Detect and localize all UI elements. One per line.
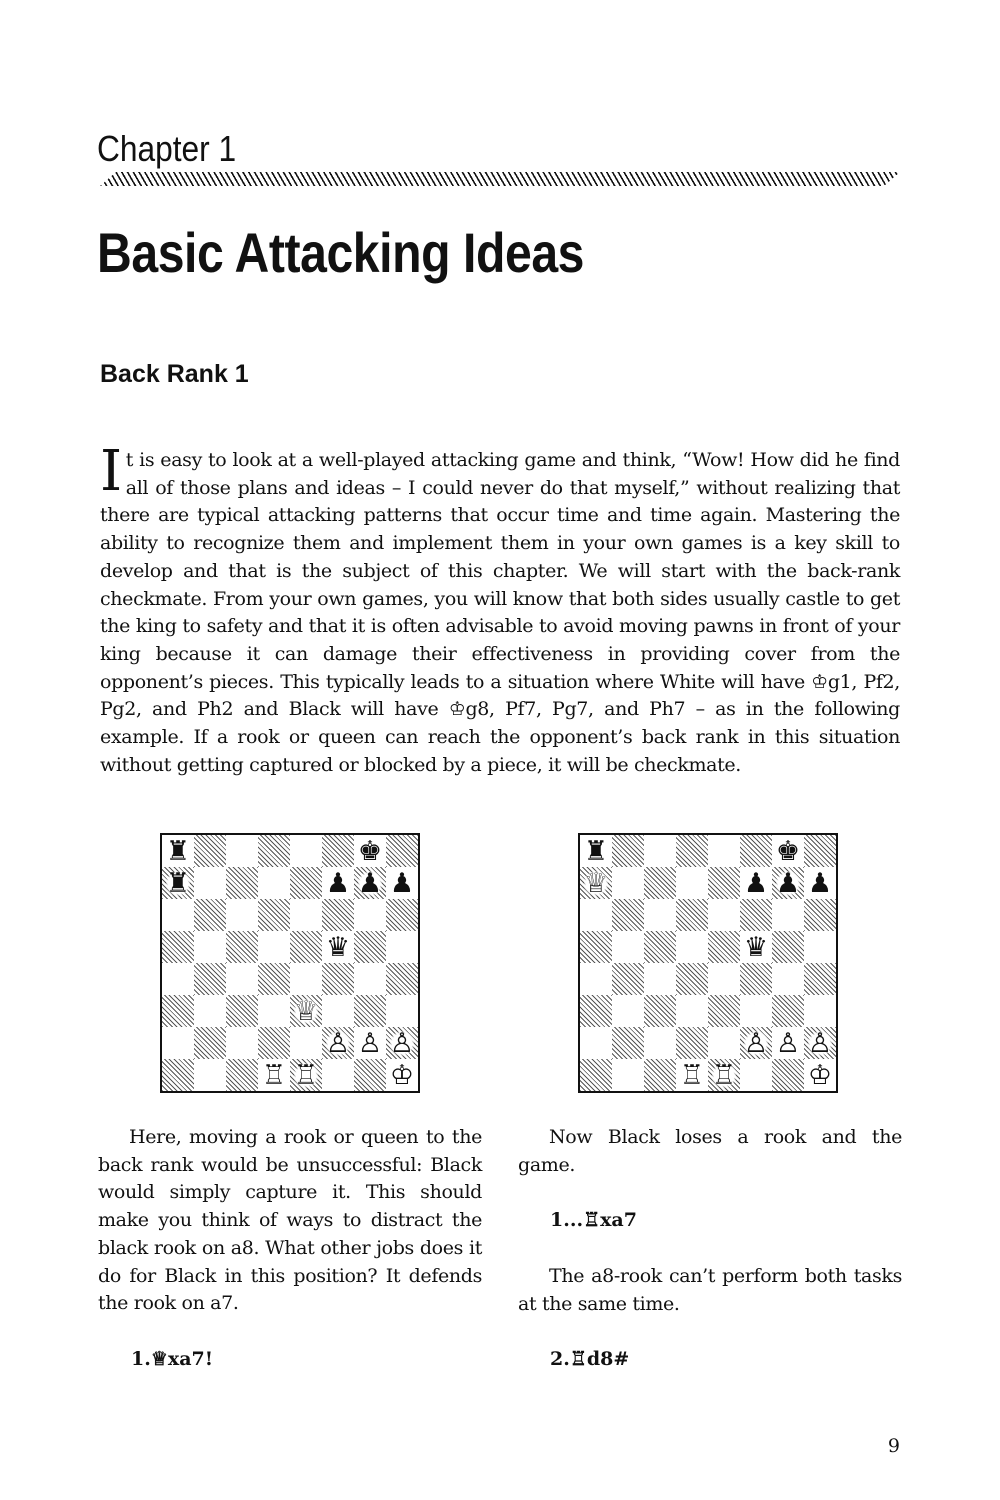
chess-piece: ♖: [293, 1059, 319, 1091]
square-g5: [354, 931, 386, 963]
square-a3: [580, 995, 612, 1027]
square-f8: [322, 835, 354, 867]
square-f2: [740, 1027, 772, 1059]
square-b8: [612, 835, 644, 867]
move-right-2: 2.♖d8#: [550, 1348, 630, 1370]
square-h3: [386, 995, 418, 1027]
square-d1: [676, 1059, 708, 1091]
chess-piece: ♙: [325, 1027, 351, 1059]
square-d7: [258, 867, 290, 899]
intro-text: t is easy to look at a well-played attacking game and think, “Wow! How did he find all of those plans and ideas – I could never do that myself,” without realizing that there are typical attacking patterns that occur time and time again. Mastering the ability to recognize them and implement them in your own games is a key skill to develop and that is the subject of this chapter. We will start with the back-rank checkmate. From your own games, you will know that both sides usually castle to get the king to safety and that it is often advisable to avoid moving pawns in front of your king because it can damage their effectiveness in providing cover from the opponent’s pieces. This typically leads to a situation where White will have ♔g1, Pf2, Pg2, and Ph2 and Black will have ♔g8, Pf7, Pg7, and Ph7 – as in the following example. If a rook or queen can reach the opponent’s back rank in this situation without getting captured or blocked by a piece, it will be checkmate.: [100, 449, 900, 776]
square-a1: [162, 1059, 194, 1091]
square-f2: [322, 1027, 354, 1059]
square-h8: [386, 835, 418, 867]
chess-piece: ♟: [775, 867, 801, 899]
chess-piece: ♙: [743, 1027, 769, 1059]
square-b2: [194, 1027, 226, 1059]
chapter-title: Basic Attacking Ideas: [97, 221, 585, 284]
page-number: 9: [887, 1435, 900, 1457]
square-b7: [612, 867, 644, 899]
chess-piece: ♖: [711, 1059, 737, 1091]
intro-paragraph: [100, 439, 900, 779]
square-h1: [804, 1059, 836, 1091]
drop-cap: I: [100, 439, 122, 504]
chess-piece: ♛: [743, 931, 769, 963]
square-d8: [258, 835, 290, 867]
square-a5: [162, 931, 194, 963]
square-b3: [612, 995, 644, 1027]
square-h6: [386, 899, 418, 931]
square-c8: [226, 835, 258, 867]
square-b8: [194, 835, 226, 867]
square-h3: [804, 995, 836, 1027]
square-f8: [740, 835, 772, 867]
square-c1: [644, 1059, 676, 1091]
square-a2: [162, 1027, 194, 1059]
square-h7: [804, 867, 836, 899]
square-b4: [612, 963, 644, 995]
square-f3: [322, 995, 354, 1027]
square-e3: [708, 995, 740, 1027]
chess-piece: ♟: [389, 867, 415, 899]
square-g6: [354, 899, 386, 931]
square-e2: [708, 1027, 740, 1059]
square-a4: [162, 963, 194, 995]
square-a8: [162, 835, 194, 867]
chess-piece: ♕: [293, 995, 319, 1027]
square-a7: [580, 867, 612, 899]
square-c5: [644, 931, 676, 963]
square-g5: [772, 931, 804, 963]
square-f1: [322, 1059, 354, 1091]
chess-piece: ♜: [165, 867, 191, 899]
square-d3: [676, 995, 708, 1027]
square-d4: [258, 963, 290, 995]
square-g3: [772, 995, 804, 1027]
left-column-paragraph: Here, moving a rook or queen to the back rank would be unsuccessful: Black would simply capture it. This should make you think of ways to distract the black rook on a8. What other jobs does it do for Black in this position? It defends the rook on a7.: [98, 1126, 482, 1315]
square-f1: [740, 1059, 772, 1091]
chess-diagram-1: [160, 833, 420, 1093]
square-h2: [804, 1027, 836, 1059]
square-g8: [354, 835, 386, 867]
chess-piece: ♚: [775, 835, 801, 867]
square-d2: [258, 1027, 290, 1059]
chess-piece: ♔: [389, 1059, 415, 1091]
square-c2: [226, 1027, 258, 1059]
move-right-1: 1...♖xa7: [550, 1209, 637, 1231]
square-f6: [322, 899, 354, 931]
square-e8: [290, 835, 322, 867]
chess-piece: ♟: [807, 867, 833, 899]
square-b6: [612, 899, 644, 931]
chess-piece: ♟: [743, 867, 769, 899]
right-column-paragraph-2: The a8-rook can’t perform both tasks at the same time.: [518, 1265, 902, 1315]
square-a7: [162, 867, 194, 899]
chess-piece: ♚: [357, 835, 383, 867]
square-c2: [644, 1027, 676, 1059]
section-title: Back Rank 1: [100, 360, 249, 388]
square-d6: [676, 899, 708, 931]
chess-piece: ♖: [679, 1059, 705, 1091]
square-d3: [258, 995, 290, 1027]
square-e3: [290, 995, 322, 1027]
square-h5: [386, 931, 418, 963]
square-a2: [580, 1027, 612, 1059]
square-d8: [676, 835, 708, 867]
chapter-rule: [100, 172, 900, 186]
square-f5: [322, 931, 354, 963]
square-f4: [322, 963, 354, 995]
square-d1: [258, 1059, 290, 1091]
square-a1: [580, 1059, 612, 1091]
square-e7: [708, 867, 740, 899]
square-a6: [580, 899, 612, 931]
chess-diagram-2: [578, 833, 838, 1093]
chess-piece: ♙: [807, 1027, 833, 1059]
square-h5: [804, 931, 836, 963]
square-a5: [580, 931, 612, 963]
chess-piece: ♙: [357, 1027, 383, 1059]
square-f7: [322, 867, 354, 899]
square-f3: [740, 995, 772, 1027]
square-c1: [226, 1059, 258, 1091]
square-g1: [772, 1059, 804, 1091]
square-c5: [226, 931, 258, 963]
square-b2: [612, 1027, 644, 1059]
square-c8: [644, 835, 676, 867]
chess-piece: ♙: [389, 1027, 415, 1059]
square-g4: [772, 963, 804, 995]
square-g6: [772, 899, 804, 931]
square-c4: [644, 963, 676, 995]
square-f4: [740, 963, 772, 995]
chess-piece: ♟: [357, 867, 383, 899]
square-e5: [290, 931, 322, 963]
square-a8: [580, 835, 612, 867]
square-f6: [740, 899, 772, 931]
square-b1: [612, 1059, 644, 1091]
square-c7: [226, 867, 258, 899]
square-d5: [676, 931, 708, 963]
chess-piece: ♔: [807, 1059, 833, 1091]
square-g7: [772, 867, 804, 899]
chess-piece: ♜: [583, 835, 609, 867]
square-b3: [194, 995, 226, 1027]
square-b7: [194, 867, 226, 899]
chess-piece: ♜: [165, 835, 191, 867]
square-g2: [772, 1027, 804, 1059]
square-e2: [290, 1027, 322, 1059]
square-e6: [708, 899, 740, 931]
chess-piece: ♙: [775, 1027, 801, 1059]
square-c3: [644, 995, 676, 1027]
square-e4: [290, 963, 322, 995]
square-e8: [708, 835, 740, 867]
move-left-1: 1.♕xa7!: [131, 1348, 214, 1370]
square-c6: [644, 899, 676, 931]
square-b4: [194, 963, 226, 995]
square-d6: [258, 899, 290, 931]
square-h4: [386, 963, 418, 995]
square-g7: [354, 867, 386, 899]
square-b1: [194, 1059, 226, 1091]
square-c3: [226, 995, 258, 1027]
square-h1: [386, 1059, 418, 1091]
square-g4: [354, 963, 386, 995]
chess-piece: ♖: [261, 1059, 287, 1091]
square-a6: [162, 899, 194, 931]
square-a3: [162, 995, 194, 1027]
chess-piece: ♕: [583, 867, 609, 899]
square-g2: [354, 1027, 386, 1059]
square-f7: [740, 867, 772, 899]
square-b6: [194, 899, 226, 931]
chess-piece: ♟: [325, 867, 351, 899]
square-a4: [580, 963, 612, 995]
square-d7: [676, 867, 708, 899]
chess-piece: ♛: [325, 931, 351, 963]
square-d2: [676, 1027, 708, 1059]
square-e4: [708, 963, 740, 995]
square-h6: [804, 899, 836, 931]
square-h2: [386, 1027, 418, 1059]
square-h7: [386, 867, 418, 899]
square-g8: [772, 835, 804, 867]
square-e5: [708, 931, 740, 963]
square-h8: [804, 835, 836, 867]
square-c7: [644, 867, 676, 899]
square-h4: [804, 963, 836, 995]
square-b5: [612, 931, 644, 963]
chapter-label: Chapter 1: [97, 128, 237, 169]
square-e6: [290, 899, 322, 931]
square-g1: [354, 1059, 386, 1091]
square-d5: [258, 931, 290, 963]
square-e7: [290, 867, 322, 899]
square-b5: [194, 931, 226, 963]
right-column-paragraph-1: Now Black loses a rook and the game.: [518, 1126, 902, 1176]
square-e1: [290, 1059, 322, 1091]
square-c4: [226, 963, 258, 995]
square-d4: [676, 963, 708, 995]
square-e1: [708, 1059, 740, 1091]
square-g3: [354, 995, 386, 1027]
square-f5: [740, 931, 772, 963]
square-c6: [226, 899, 258, 931]
